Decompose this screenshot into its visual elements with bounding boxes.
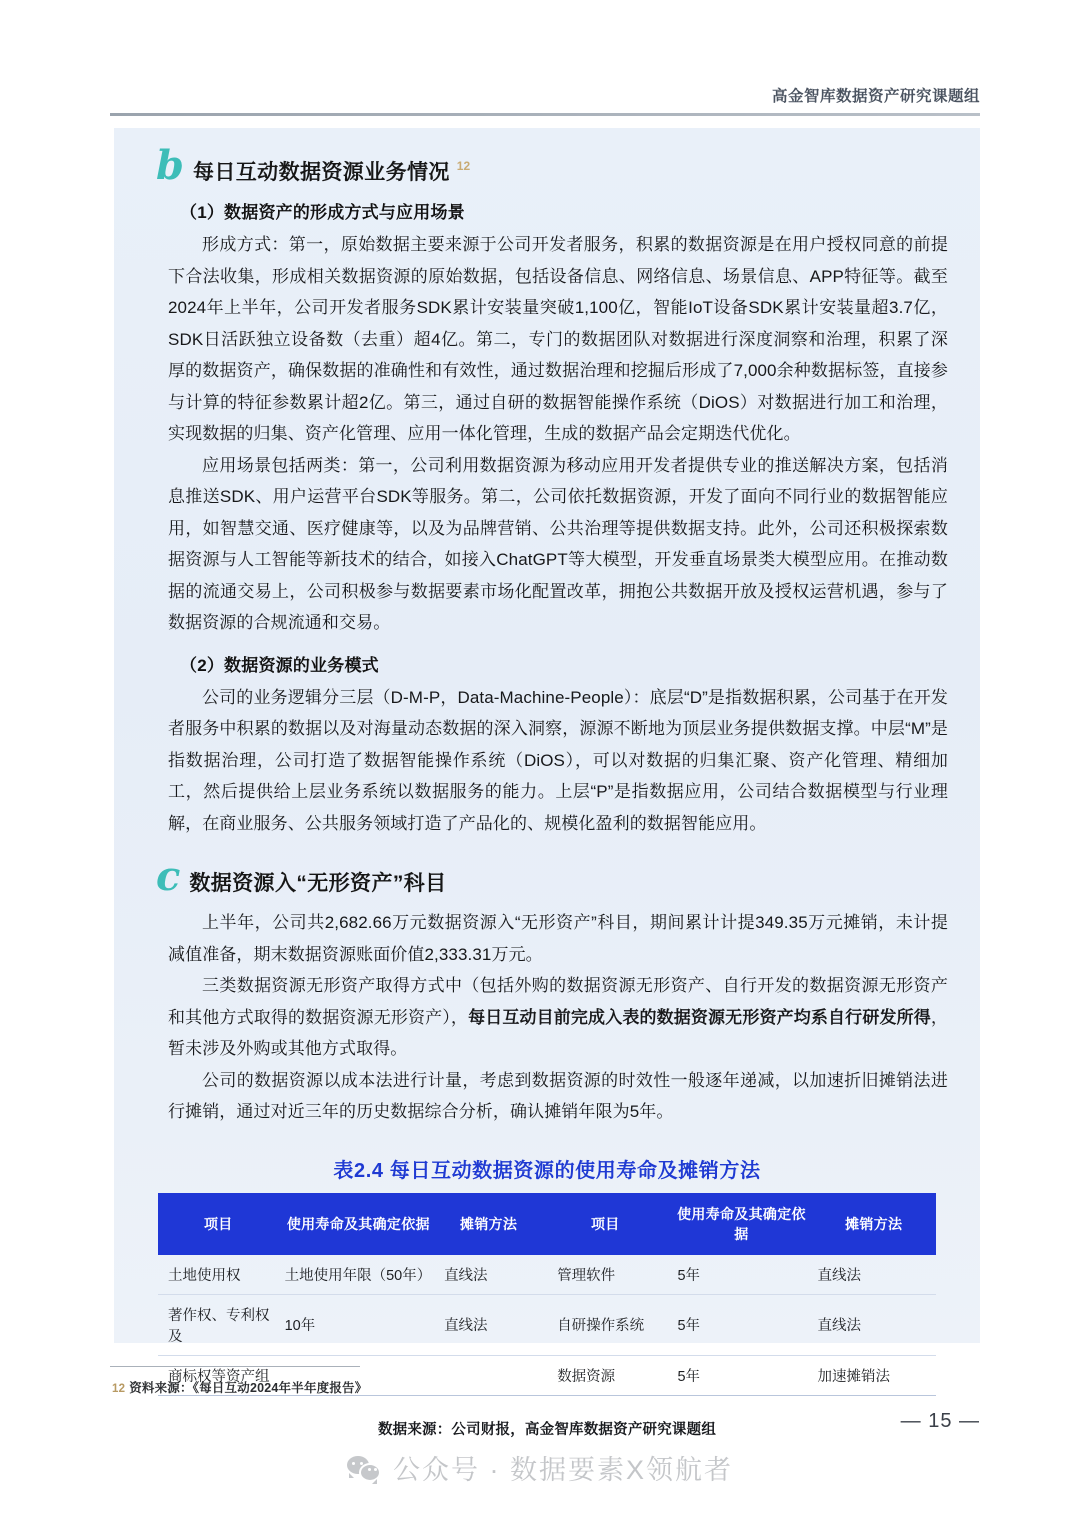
page-number: — 15 — <box>900 1410 980 1432</box>
footnote-divider <box>110 1366 360 1367</box>
subheading-2: （2）数据资源的业务模式 <box>180 655 379 675</box>
acquisition-text-bold: 每日互动目前完成入表的数据资源无形资产均系自行研发所得 <box>468 1007 931 1027</box>
table-header-cell: 摊销方法 <box>438 1193 539 1255</box>
acquisition-text-post: ，暂未涉及外购或其他方式取得。 <box>168 1007 948 1058</box>
section-title-b: 每日互动数据资源业务情况 <box>192 161 450 184</box>
section-letter-b: b <box>156 142 184 189</box>
table-row <box>158 1294 936 1355</box>
table-cell: 自研操作系统 <box>539 1294 671 1355</box>
table-cell: 5年 <box>671 1294 811 1355</box>
section-title-c: 数据资源入“无形资产”科目 <box>189 872 447 895</box>
watermark-text: 公众号 · 数据要素X领航者 <box>392 1455 733 1485</box>
wechat-icon <box>347 1454 381 1482</box>
table-cell: 直线法 <box>811 1255 936 1295</box>
table-cell <box>438 1355 539 1395</box>
table-header-cell: 项目 <box>158 1193 279 1255</box>
paragraph-dmp: 公司的业务逻辑分三层（D-M-P，Data-Machine-People）：底层“D”是指数据积累，公司基于在开发者服务中积累的数据以及对海量动态数据的深入洞察，源源不断地为顶层业务提供数据支撑。中层“M”是指数据治理，公司打造了数据智能操作系统（DiOS），可以对数据的归集汇聚、资产化管理、精细加工，然后提供给上层业务系统以数据服务的能力。上层“P”是指数据应用，公司结合数据模型与行业理解，在商业服务、公共服务领域打造了产品化的、规模化盈利的数据智能应用。 <box>168 687 948 833</box>
acquisition-text-pre: 三类数据资源无形资产取得方式中（包括外购的数据资源无形资产、自行开发的数据资源无形资产和其他方式取得的数据资源无形资产）， <box>168 976 948 1027</box>
table-header-row <box>158 1193 936 1255</box>
paragraph-formation: 形成方式：第一，原始数据主要来源于公司开发者服务，积累的数据资源是在用户授权同意的前提下合法收集，形成相关数据资源的原始数据，包括设备信息、网络信息、场景信息、APP特征等。截至2024年上半年，公司开发者服务SDK累计安装量突破1,100亿，智能IoT设备SDK累计安装量超3.7亿，SDK日活跃独立设备数（去重）超4亿。第二，专门的数据团队对数据进行深度洞察和治理，积累了深厚的数据资产，确保数据的准确性和有效性，通过数据治理和挖掘后形成了7,000余种数据标签，直接参与计算的特征参数累计超2亿。第三，通过自研的数据智能操作系统（DiOS）对数据进行加工和治理，实现数据的归集、资产化管理、应用一体化管理，生成的数据产品会定期迭代优化。 <box>168 235 948 443</box>
footnote-number: 12 <box>112 1383 126 1395</box>
table-cell: 管理软件 <box>539 1255 671 1295</box>
table-header-cell: 摊销方法 <box>811 1193 936 1255</box>
section-letter-c: c <box>156 853 181 900</box>
section-heading-c <box>156 853 954 900</box>
header-divider <box>110 113 980 116</box>
table-cell: 土地使用权 <box>158 1255 279 1295</box>
table-cell: 直线法 <box>438 1294 539 1355</box>
table-cell: 商标权等资产组 <box>158 1355 279 1395</box>
paragraph-acquisition <box>140 970 954 1065</box>
table-row <box>158 1255 936 1295</box>
table-cell: 直线法 <box>438 1255 539 1295</box>
subheading-1: （1）数据资产的形成方式与应用场景 <box>180 203 465 222</box>
paragraph-intangible: 上半年，公司共2,682.66万元数据资源入“无形资产”科目，期间累计计提349.35万元摊销，未计提减值准备，期末数据资源账面价值2,333.31万元。 <box>168 913 948 964</box>
running-header-title: 高金智库数据资产研究课题组 <box>771 88 980 105</box>
table-header-cell: 使用寿命及其确定依据 <box>671 1193 811 1255</box>
table-source-note: 数据来源：公司财报，高金智库数据资产研究课题组 <box>377 1421 717 1438</box>
section-heading-b <box>156 142 954 189</box>
table-header-cell: 使用寿命及其确定依据 <box>279 1193 438 1255</box>
table-title: 表2.4 每日互动数据资源的使用寿命及摊销方法 <box>333 1159 761 1182</box>
footnote-text: 资料来源：《每日互动2024年半年度报告》 <box>129 1381 368 1395</box>
running-header <box>110 84 980 106</box>
footnote-marker-12[interactable]: 12 <box>456 159 471 173</box>
table-cell: 10年 <box>279 1294 438 1355</box>
paragraph-scenarios: 应用场景包括两类：第一，公司利用数据资源为移动应用开发者提供专业的推送解决方案，包括消息推送SDK、用户运营平台SDK等服务。第二，公司依托数据资源，开发了面向不同行业的数据智能应用，如智慧交通、医疗健康等，以及为品牌营销、公共治理等提供数据支持。此外，公司还积极探索数据资源与人工智能等新技术的结合，如接入ChatGPT等大模型，开发垂直场景类大模型应用。在推动数据的流通交易上，公司积极参与数据要素市场化配置改革，拥抱公共数据开放及授权运营机遇，参与了数据资源的合规流通和交易。 <box>168 455 948 632</box>
table-cell: 数据资源 <box>539 1355 671 1395</box>
footnote <box>112 1378 367 1396</box>
table-cell: 土地使用年限（50年） <box>279 1255 438 1295</box>
table-cell: 著作权、专利权及 <box>158 1294 279 1355</box>
table-cell: 5年 <box>671 1255 811 1295</box>
table-cell: 5年 <box>671 1355 811 1395</box>
watermark <box>0 1448 1080 1487</box>
table-cell: 直线法 <box>811 1294 936 1355</box>
table-header-cell: 项目 <box>539 1193 671 1255</box>
table-cell: 加速摊销法 <box>811 1355 936 1395</box>
paragraph-amortization: 公司的数据资源以成本法进行计量，考虑到数据资源的时效性一般逐年递减，以加速折旧摊销法进行摊销，通过对近三年的历史数据综合分析，确认摊销年限为5年。 <box>168 1070 948 1121</box>
